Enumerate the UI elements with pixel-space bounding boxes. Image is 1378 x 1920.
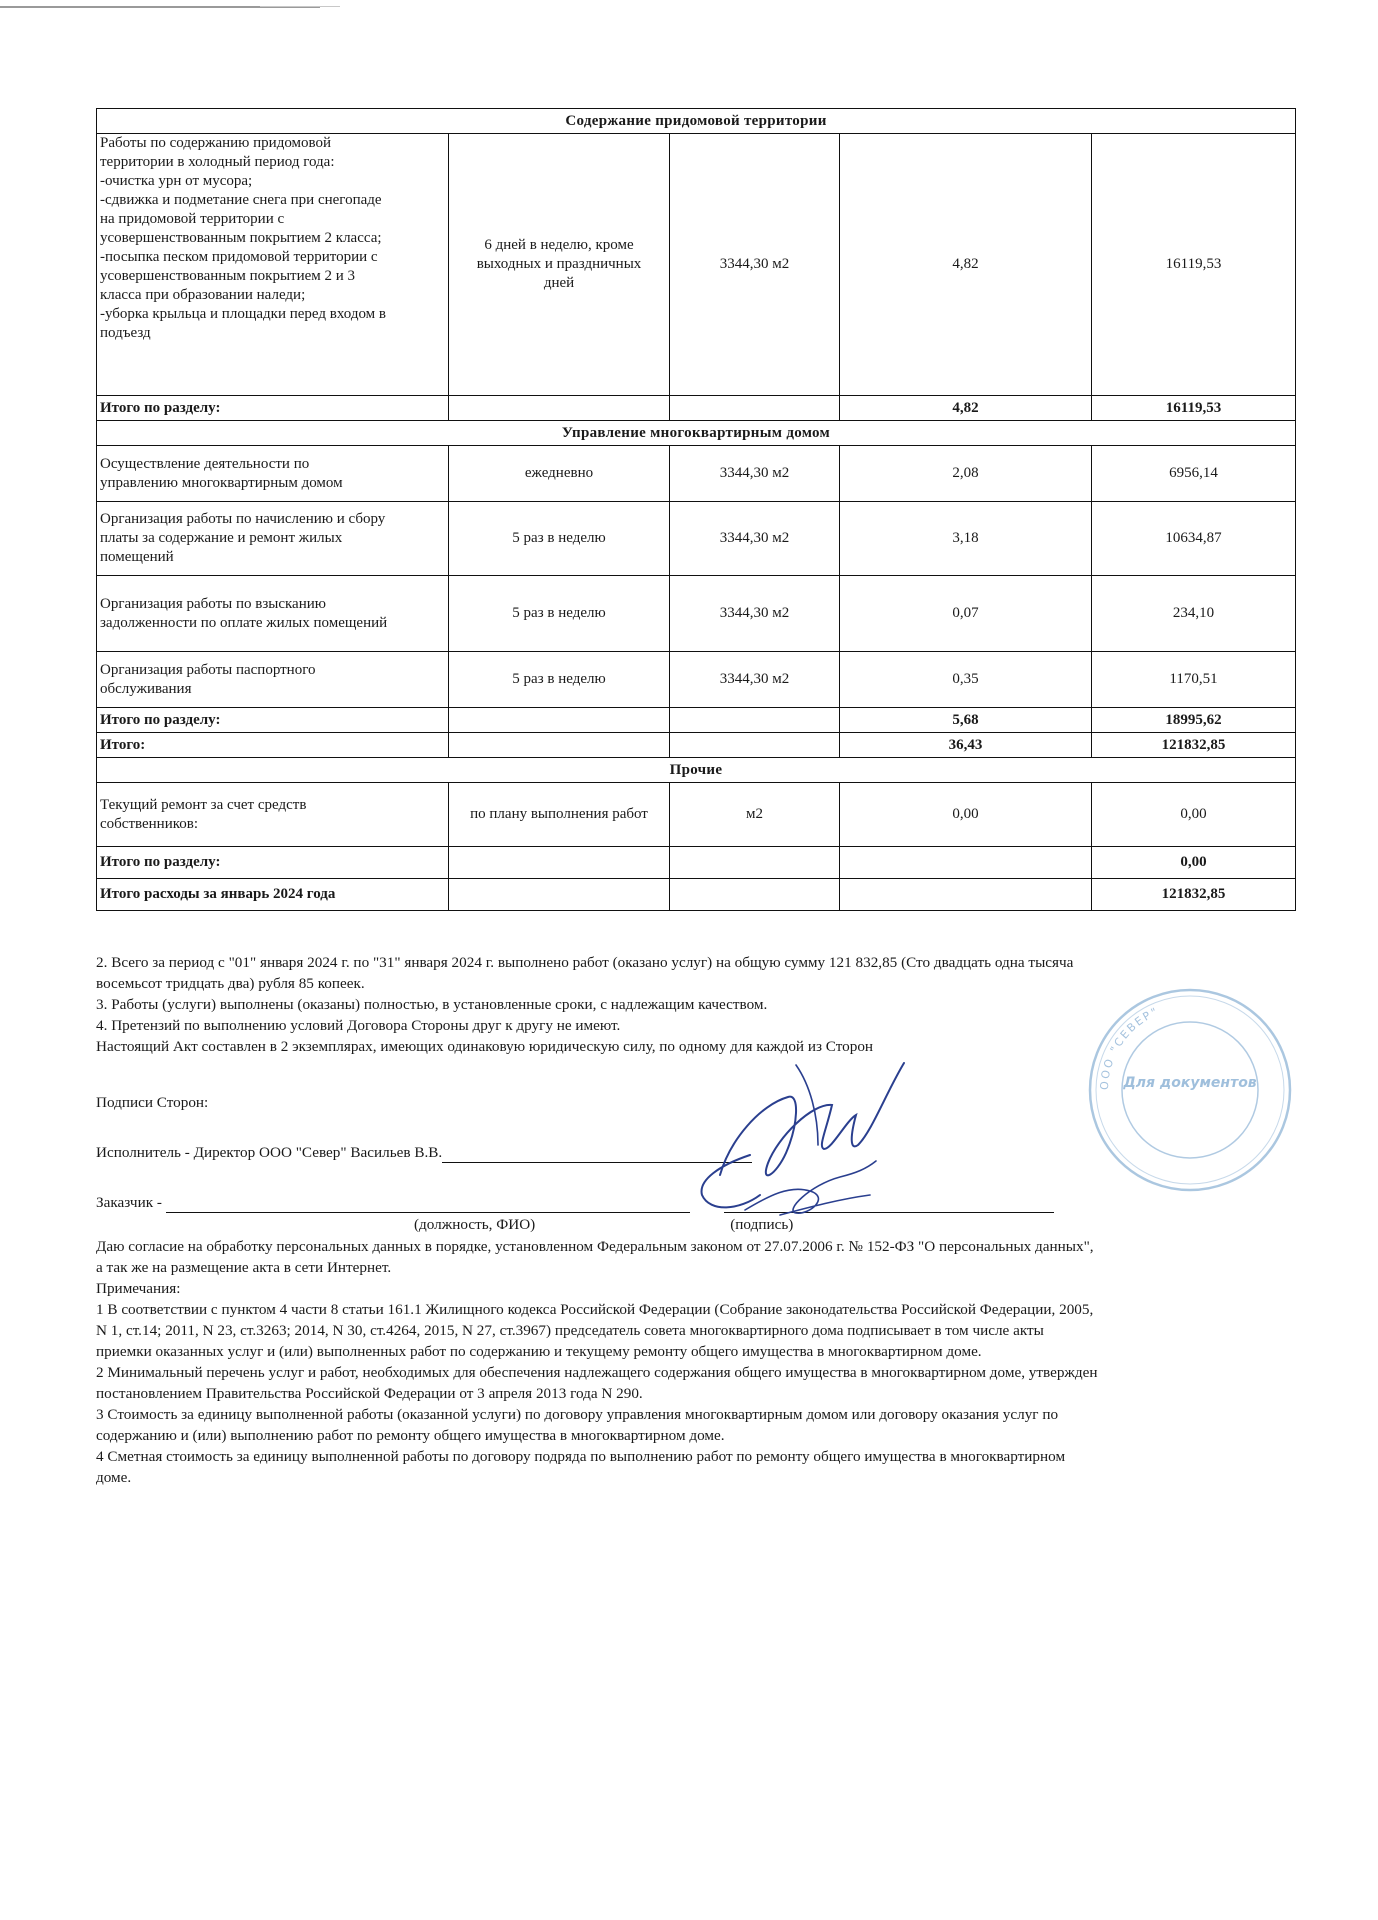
table-row (97, 134, 1296, 396)
work-description (97, 652, 449, 708)
work-area: 3344,30 м2 (670, 576, 840, 652)
caption-signature: (подпись) (730, 1216, 794, 1233)
description-line: Организация работы паспортного (100, 661, 316, 678)
work-frequency: 5 раз в неделю (449, 502, 670, 576)
section-title: Управление многоквартирным домом (97, 421, 1296, 446)
empty-cell (449, 708, 670, 733)
paragraph-total: 2. Всего за период с "01" января 2024 г. по "31" января 2024 г. выполнено работ (оказано услуг) на общую сумму 121 832,85 (Сто двадцать одна тысяча (96, 954, 1074, 971)
note-line: доме. (96, 1469, 132, 1486)
table-row (97, 652, 1296, 708)
description-line: обслуживания (100, 680, 192, 697)
section-title: Содержание придомовой территории (97, 109, 1296, 134)
work-frequency: 5 раз в неделю (449, 576, 670, 652)
frequency-line: 6 дней в неделю, кроме (484, 237, 634, 253)
description-line: -сдвижка и подметание снега при снегопаде (100, 192, 382, 208)
work-description (97, 446, 449, 502)
month-total-sum: 121832,85 (1092, 879, 1296, 911)
work-sum: 10634,87 (1092, 502, 1296, 576)
month-total-row (97, 879, 1296, 911)
paragraph-total: восемьсот тридцать два) рубля 85 копеек. (96, 975, 365, 992)
description-line: платы за содержание и ремонт жилых (100, 530, 343, 546)
description-line: подъезд (100, 325, 151, 341)
empty-cell (840, 879, 1092, 911)
empty-cell (449, 396, 670, 421)
subtotal-row (97, 847, 1296, 879)
work-frequency: по плану выполнения работ (449, 783, 670, 847)
consent-line: а так же на размещение акта в сети Интернет. (96, 1259, 392, 1276)
empty-cell (670, 396, 840, 421)
description-line: помещений (100, 549, 174, 565)
description-line: -посыпка песком придомовой территории с (100, 249, 378, 265)
note-line: N 1, ст.14; 2011, N 23, ст.3263; 2014, N 30, ст.4264, 2015, N 27, ст.3967) председатель совета многоквартирного дома подписывает в том числе акты (96, 1322, 1044, 1339)
paragraph-copies: Настоящий Акт составлен в 2 экземплярах, имеющих одинаковую юридическую силу, по одному для каждой из Сторон (96, 1038, 874, 1055)
subtotal-row (97, 708, 1296, 733)
empty-cell (670, 879, 840, 911)
empty-cell (449, 847, 670, 879)
subtotal-label: Итого по разделу: (97, 708, 449, 733)
table-row (97, 502, 1296, 576)
subtotal-sum: 18995,62 (1092, 708, 1296, 733)
work-rate: 0,00 (840, 783, 1092, 847)
description-line: класса при образовании наледи; (100, 287, 306, 303)
note-line: содержанию и (или) выполнению работ по ремонту общего имущества в многоквартирном доме. (96, 1427, 725, 1444)
work-sum: 6956,14 (1092, 446, 1296, 502)
work-area: 3344,30 м2 (670, 446, 840, 502)
empty-cell (449, 879, 670, 911)
work-area: 3344,30 м2 (670, 502, 840, 576)
work-rate: 3,18 (840, 502, 1092, 576)
work-frequency: 5 раз в неделю (449, 652, 670, 708)
work-frequency: ежедневно (449, 446, 670, 502)
stamp-center-text: Для документов (1123, 1075, 1257, 1091)
work-area: 3344,30 м2 (670, 652, 840, 708)
subtotal-rate: 5,68 (840, 708, 1092, 733)
work-sum: 1170,51 (1092, 652, 1296, 708)
executor-label: Исполнитель - Директор ООО "Север" Васильев В.В. (96, 1144, 443, 1161)
total-rate: 36,43 (840, 733, 1092, 758)
notes-title: Примечания: (96, 1280, 181, 1297)
company-stamp (1085, 985, 1295, 1195)
customer-label: Заказчик - (96, 1194, 162, 1211)
description-line: -уборка крыльца и площадки перед входом в (100, 306, 386, 322)
table-row (97, 446, 1296, 502)
note-line: 3 Стоимость за единицу выполненной работы (оказанной услуги) по договору управления многоквартирным домом или договору оказания услуг по (96, 1406, 1059, 1423)
signatures-title: Подписи Сторон: (96, 1094, 209, 1111)
consent-line: Даю согласие на обработку персональных данных в порядке, установленном Федеральным законом от 27.07.2006 г. № 152-ФЗ "О персональных данных", (96, 1238, 1094, 1255)
work-rate: 4,82 (840, 134, 1092, 396)
note-line: 2 Минимальный перечень услуг и работ, необходимых для обеспечения надлежащего содержания общего имущества в многоквартирном доме, утвержден (96, 1364, 1098, 1381)
work-sum: 234,10 (1092, 576, 1296, 652)
description-line: Работы по содержанию придомовой (100, 135, 332, 151)
works-table (96, 108, 1296, 911)
paragraph-claims: 4. Претензий по выполнению условий Договора Стороны друг к другу не имеют. (96, 1017, 621, 1034)
description-line: собственников: (100, 815, 199, 832)
work-description (97, 576, 449, 652)
work-frequency (449, 134, 670, 396)
description-line: -очистка урн от мусора; (100, 173, 253, 189)
paragraph-quality: 3. Работы (услуги) выполнены (оказаны) полностью, в установленные сроки, с надлежащим качеством. (96, 996, 768, 1013)
work-rate: 2,08 (840, 446, 1092, 502)
section-header-territory (97, 109, 1296, 134)
description-line: задолженности по оплате жилых помещений (100, 614, 388, 631)
subtotal-label: Итого по разделу: (97, 847, 449, 879)
section-header-management (97, 421, 1296, 446)
section-header-other (97, 758, 1296, 783)
work-sum: 0,00 (1092, 783, 1296, 847)
work-area: 3344,30 м2 (670, 134, 840, 396)
total-row (97, 733, 1296, 758)
empty-cell (449, 733, 670, 758)
customer-position-line (166, 1212, 690, 1213)
scan-edge-line (260, 6, 340, 7)
note-line: 1 В соответствии с пунктом 4 части 8 статьи 161.1 Жилищного кодекса Российской Федерации (Собрание законодательства Российской Федерации, 2005, (96, 1301, 1094, 1318)
work-description (97, 502, 449, 576)
note-line: приемки оказанных услуг и (или) выполненных работ по содержанию и текущему ремонту общего имущества в многоквартирном доме. (96, 1343, 982, 1360)
caption-position: (должность, ФИО) (414, 1216, 536, 1233)
subtotal-label: Итого по разделу: (97, 396, 449, 421)
work-rate: 0,35 (840, 652, 1092, 708)
description-line: Организация работы по начислению и сбору (100, 511, 386, 527)
total-label: Итого: (97, 733, 449, 758)
customer-signature (740, 1155, 880, 1225)
description-line: на придомовой территории с (100, 211, 285, 227)
description-line: Текущий ремонт за счет средств (100, 796, 307, 813)
consent-block (96, 1236, 1306, 1488)
description-line: Организация работы по взысканию (100, 595, 326, 612)
subtotal-sum: 0,00 (1092, 847, 1296, 879)
empty-cell (670, 708, 840, 733)
table-row (97, 783, 1296, 847)
frequency-line: дней (543, 275, 575, 291)
note-line: постановлением Правительства Российской Федерации от 3 апреля 2013 года N 290. (96, 1385, 643, 1402)
subtotal-row (97, 396, 1296, 421)
subtotal-sum: 16119,53 (1092, 396, 1296, 421)
section-title: Прочие (97, 758, 1296, 783)
description-line: Осуществление деятельности по (100, 455, 310, 472)
description-line: территории в холодный период года: (100, 154, 335, 170)
empty-cell (670, 733, 840, 758)
stamp-ring-text: ООО "СЕВЕР" (1097, 1004, 1161, 1091)
month-total-label: Итого расходы за январь 2024 года (97, 879, 449, 911)
work-rate: 0,07 (840, 576, 1092, 652)
table-row (97, 576, 1296, 652)
work-sum: 16119,53 (1092, 134, 1296, 396)
work-description (97, 783, 449, 847)
empty-cell (840, 847, 1092, 879)
description-line: усовершенствованным покрытием 2 класса; (100, 230, 382, 246)
total-sum: 121832,85 (1092, 733, 1296, 758)
empty-cell (670, 847, 840, 879)
description-line: управлению многоквартирным домом (100, 474, 343, 491)
work-description (97, 134, 449, 396)
work-area: м2 (670, 783, 840, 847)
description-line: усовершенствованным покрытием 2 и 3 (100, 268, 356, 284)
note-line: 4 Сметная стоимость за единицу выполненной работы по договору подряда по выполнению работ по ремонту общего имущества в многоквартирном (96, 1448, 1066, 1465)
subtotal-rate: 4,82 (840, 396, 1092, 421)
frequency-line: выходных и праздничных (476, 256, 642, 272)
